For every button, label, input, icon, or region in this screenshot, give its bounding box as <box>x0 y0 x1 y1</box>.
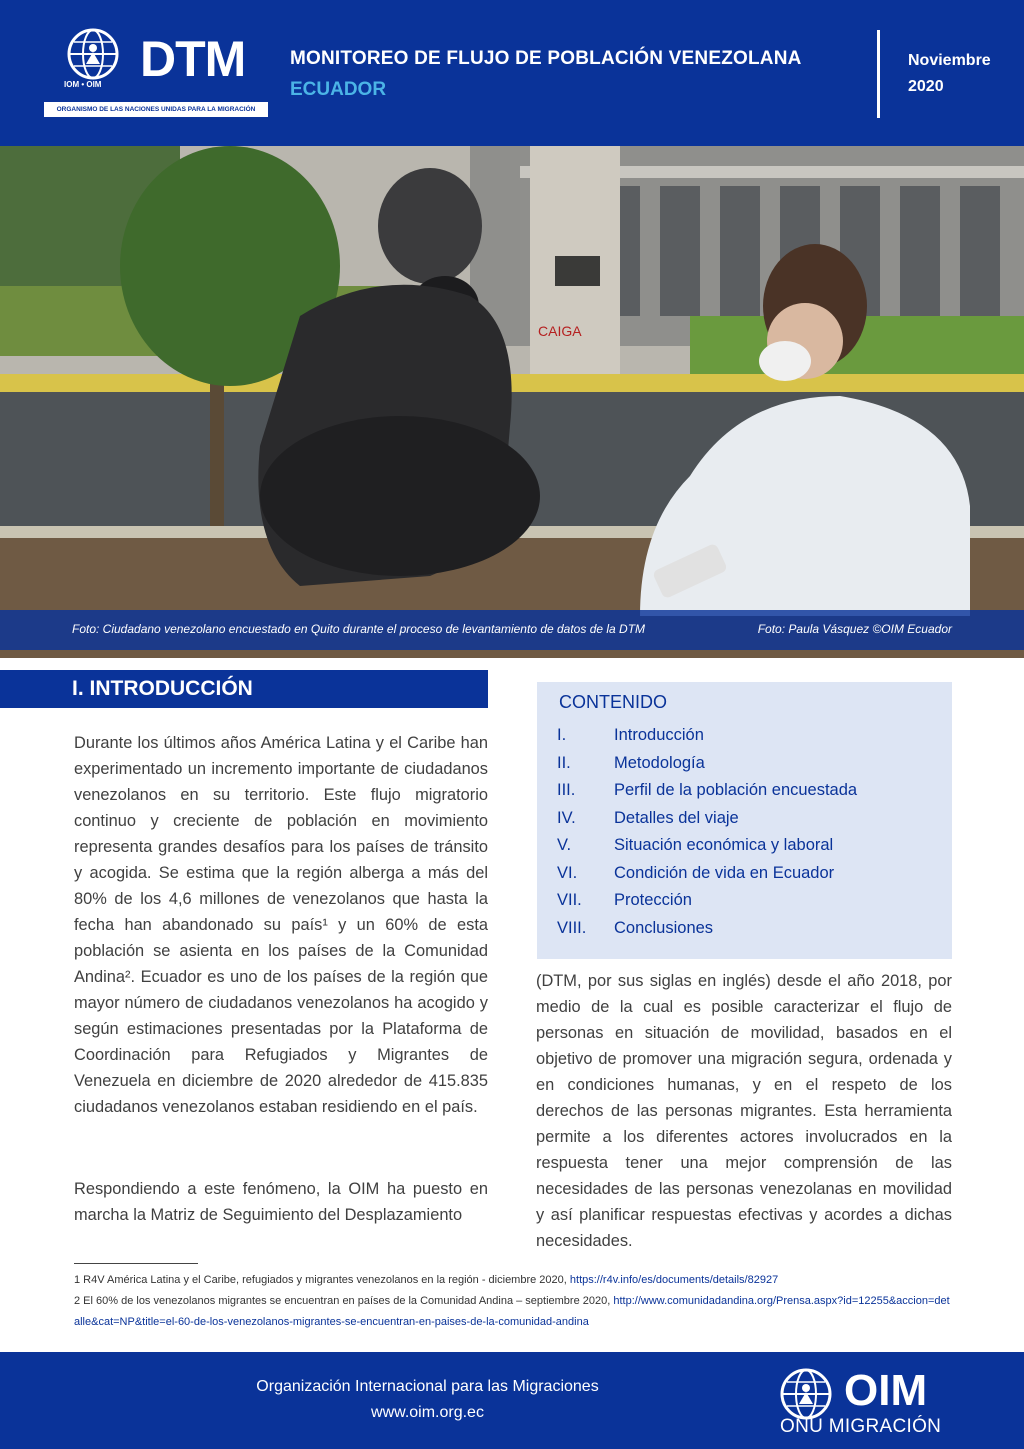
toc-item-number: VIII. <box>557 918 587 937</box>
oim-logo-text: OIM <box>844 1366 928 1415</box>
oim-logo <box>778 1366 978 1438</box>
header-divider <box>877 30 880 118</box>
toc-item-number: IV. <box>557 808 576 827</box>
intro-paragraph-2: Respondiendo a este fenómeno, la OIM ha puesto en marcha la Matriz de Seguimiento del Desplazamiento <box>74 1180 488 1224</box>
toc-item-condicion-vida[interactable] <box>557 864 857 892</box>
dtm-logo-text: DTM <box>140 31 246 87</box>
report-month: Noviembre <box>908 52 991 69</box>
footnote-1-text: 1 R4V América Latina y el Caribe, refugiados y migrantes venezolanos en la región - diciembre 2020, <box>74 1274 570 1286</box>
footnote-2-link[interactable]: http://www.comunidadandina.org/Prensa.aspx?id=12255&accion=detalle&cat=NP&title=el-60-de-los-venezolanos-migrantes-se-encuentran-en-paises-de-la-comunidad-andina <box>74 1295 950 1328</box>
footer-banner <box>0 1352 1024 1449</box>
toc-item-situacion-economica[interactable] <box>557 836 857 864</box>
report-title: MONITOREO DE FLUJO DE POBLACIÓN VENEZOLANA <box>290 48 802 69</box>
toc-item-number: V. <box>557 836 572 854</box>
toc-item-perfil[interactable] <box>557 781 857 809</box>
photo-caption-bar <box>0 610 1024 650</box>
toc-item-conclusiones[interactable] <box>557 919 857 947</box>
toc-item-label: Situación económica y laboral <box>614 836 834 854</box>
section-heading-introduccion: I. INTRODUCCIÓN <box>0 670 488 708</box>
oim-globe-icon <box>778 1366 834 1422</box>
iom-label: IOM • OIM <box>64 80 102 89</box>
onu-migracion-label: ONU MIGRACIÓN <box>780 1416 942 1437</box>
footnote-1-link[interactable]: https://r4v.info/es/documents/details/82927 <box>569 1274 779 1286</box>
toc-list <box>557 726 857 946</box>
dtm-logo <box>44 28 268 118</box>
toc-item-label: Detalles del viaje <box>614 808 739 827</box>
toc-title: CONTENIDO <box>559 692 667 712</box>
footnote-1 <box>74 1270 954 1291</box>
footnote-2 <box>74 1291 954 1333</box>
toc-item-label: Conclusiones <box>614 918 714 937</box>
intro-paragraph-1: Durante los últimos años América Latina y el Caribe han experimentado un incremento importante de ciudadanos venezolanos en su territorio. Este flujo migratorio continuo y creciente de población en movimiento representa grandes desafíos para los países de tránsito y acogida. Se estima que la región alberga a más del 80% de los 4,6 millones de venezolanos que hasta la fecha han abandonado su país¹ y un 60% de esta población se asienta en los países de la Comunidad Andina². Ecuador es uno de los países de la región que mayor número de ciudadanos venezolanos ha acogido y según estimaciones presentadas por la Plataforma de Coordinación para Refugiados y Migrantes de Venezuela en diciembre de 2020 alrededor de 415.835 ciudadanos venezolanos estaban residiendo en el país. <box>74 734 488 1116</box>
toc-item-number: II. <box>557 753 571 772</box>
report-year: 2020 <box>908 78 944 95</box>
toc-item-introduccion[interactable] <box>557 726 857 754</box>
toc-item-label: Perfil de la población encuestada <box>614 781 858 799</box>
org-strip: ORGANISMO DE LAS NACIONES UNIDAS PARA LA MIGRACIÓN <box>44 102 268 117</box>
toc-item-number: I. <box>557 726 567 744</box>
table-of-contents <box>537 682 952 959</box>
toc-item-number: III. <box>557 781 576 799</box>
intro-paragraph-3: (DTM, por sus siglas en inglés) desde el año 2018, por medio de la cual es posible caracterizar el flujo de personas en situación de movilidad, basados en el objetivo de promover una migración segura, ordenada y en condiciones humanas, y en el respeto de los derechos de las personas migrantes. Esta herramienta permite a los diferentes actores involucrados en la respuesta tener una mejor comprensión de las necesidades de las personas venezolanas en movilidad y así planificar respuestas efectivas y acordes a dichas necesidades. <box>536 972 952 1250</box>
toc-item-label: Introducción <box>614 726 704 744</box>
footnote-divider <box>74 1263 198 1264</box>
header-banner <box>0 0 1024 146</box>
toc-item-detalles-viaje[interactable] <box>557 809 857 837</box>
toc-item-proteccion[interactable] <box>557 891 857 919</box>
photo-credit: Foto: Paula Vásquez ©OIM Ecuador <box>757 622 952 636</box>
svg-text:CAIGA: CAIGA <box>538 323 582 339</box>
toc-item-label: Condición de vida en Ecuador <box>614 863 835 882</box>
toc-item-metodologia[interactable] <box>557 754 857 782</box>
cover-photo-illustration <box>0 146 1024 658</box>
toc-item-label: Protección <box>614 891 692 909</box>
report-country: ECUADOR <box>290 79 387 100</box>
photo-caption: Foto: Ciudadano venezolano encuestado en Quito durante el proceso de levantamiento de datos de la DTM <box>72 622 646 636</box>
toc-item-label: Metodología <box>614 753 705 772</box>
toc-item-number: VII. <box>557 891 582 909</box>
footer-website-link[interactable]: www.oim.org.ec <box>371 1404 484 1421</box>
footnote-2-text: 2 El 60% de los venezolanos migrantes se encuentran en países de la Comunidad Andina – septiembre 2020, <box>74 1295 614 1307</box>
cover-photo <box>0 146 1024 658</box>
toc-item-number: VI. <box>557 863 578 882</box>
footer-org-name: Organización Internacional para las Migraciones <box>256 1378 599 1395</box>
